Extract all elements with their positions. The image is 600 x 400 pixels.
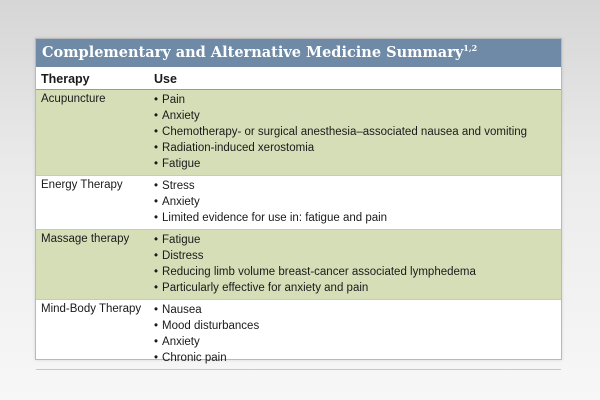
use-item: • Mood disturbances: [154, 318, 556, 334]
use-list: [154, 92, 556, 172]
use-cell: [149, 176, 561, 230]
table-title-text: Complementary and Alternative Medicine Summary: [42, 44, 464, 61]
use-item: • Reducing limb volume breast-cancer associated lymphedema: [154, 264, 556, 280]
table-row-massage-therapy: [36, 230, 561, 300]
therapy-name: Acupuncture: [36, 90, 149, 176]
table-title: [36, 39, 561, 67]
therapy-name: Mind-Body Therapy: [36, 300, 149, 370]
use-item: • Fatigue: [154, 232, 556, 248]
use-item: • Particularly effective for anxiety and pain: [154, 280, 556, 296]
use-item: • Chronic pain: [154, 350, 556, 366]
use-list: [154, 178, 556, 226]
table-row-acupuncture: [36, 90, 561, 176]
use-cell: [149, 230, 561, 300]
therapy-name: Energy Therapy: [36, 176, 149, 230]
table-row-mind-body-therapy: [36, 300, 561, 370]
use-item: • Stress: [154, 178, 556, 194]
use-item: • Chemotherapy- or surgical anesthesia–associated nausea and vomiting: [154, 124, 556, 140]
summary-card: [35, 38, 562, 364]
use-cell: [149, 90, 561, 176]
use-item: • Pain: [154, 92, 556, 108]
column-header-therapy: Therapy: [36, 67, 149, 90]
use-item: • Nausea: [154, 302, 556, 318]
use-item: • Fatigue: [154, 156, 556, 172]
use-item: • Anxiety: [154, 108, 556, 124]
therapy-name: Massage therapy: [36, 230, 149, 300]
table-row-energy-therapy: [36, 176, 561, 230]
use-item: • Radiation-induced xerostomia: [154, 140, 556, 156]
therapy-table: [36, 67, 561, 370]
citation-superscript: 1,2: [463, 43, 478, 53]
use-item: • Distress: [154, 248, 556, 264]
use-item: • Limited evidence for use in: fatigue and pain: [154, 210, 556, 226]
column-header-use: Use: [149, 67, 561, 90]
use-cell: [149, 300, 561, 370]
use-item: • Anxiety: [154, 194, 556, 210]
use-list: [154, 302, 556, 366]
table-header-row: [36, 67, 561, 90]
use-list: [154, 232, 556, 296]
use-item: • Anxiety: [154, 334, 556, 350]
